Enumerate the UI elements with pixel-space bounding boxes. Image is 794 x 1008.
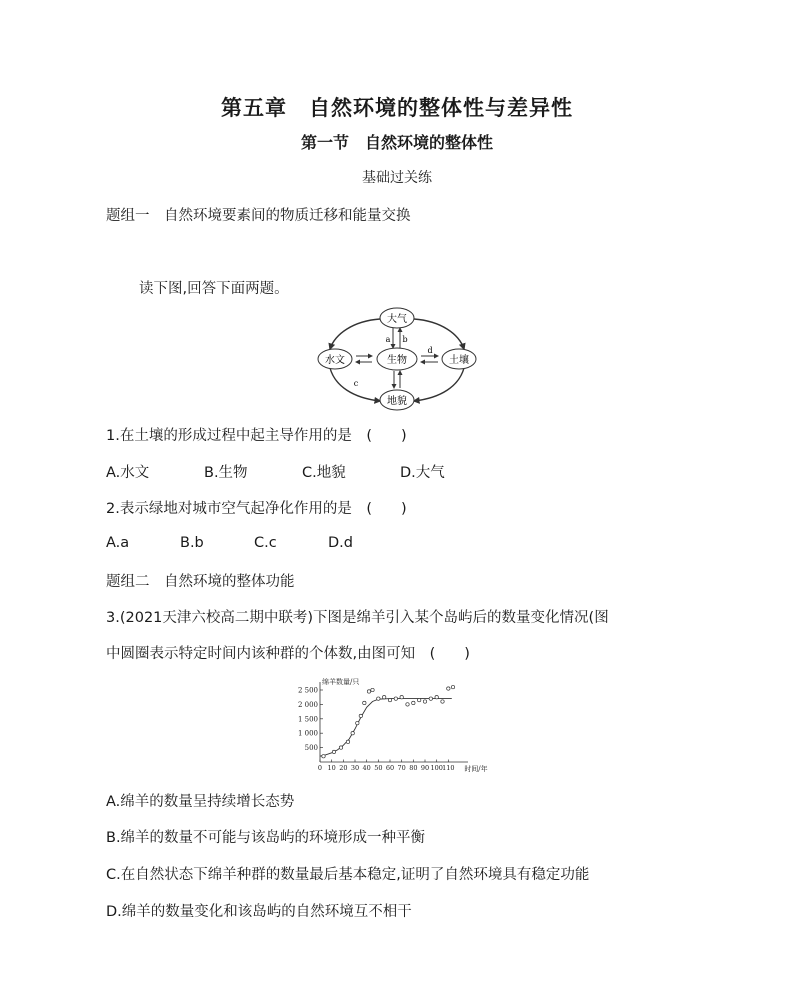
data-point	[346, 740, 349, 743]
q1-option-a[interactable]: A.水文	[106, 465, 150, 481]
data-point	[423, 700, 426, 703]
data-point	[359, 714, 362, 717]
q1-option-d[interactable]: D.大气	[400, 465, 445, 481]
q2-option-b[interactable]: B.b	[180, 535, 204, 551]
data-point	[451, 685, 454, 688]
arrow-atm-to-hydro	[330, 319, 380, 349]
x-tick-label: 60	[385, 764, 395, 772]
q1-stem: 1.在土壤的形成过程中起主导作用的是 ( )	[106, 428, 407, 444]
x-tick-label: 80	[409, 764, 418, 772]
x-tick-label: 50	[374, 764, 383, 772]
y-tick-label: 1 000	[297, 729, 318, 738]
data-point	[435, 696, 438, 699]
label-a: a	[385, 335, 391, 344]
node-soil: 土壤	[449, 355, 469, 366]
q2-option-a[interactable]: A.a	[106, 535, 130, 551]
data-point	[367, 690, 370, 693]
node-atmosphere: 大气	[387, 314, 407, 325]
x-axis-label: 时间/年	[464, 765, 488, 773]
read-prompt: 读下图,回答下面两题。	[139, 281, 289, 297]
y-tick-label: 2 500	[297, 686, 318, 695]
x-tick-label: 90	[420, 764, 430, 772]
arrow-soil-to-land	[414, 368, 464, 401]
node-biology: 生物	[387, 355, 407, 366]
data-point	[363, 701, 366, 704]
q3-option-a[interactable]: A.绵羊的数量呈持续增长态势	[106, 794, 295, 810]
q3-stem-line1: 3.(2021天津六校高二期中联考)下图是绵羊引入某个岛屿后的数量变化情况(图	[106, 610, 609, 626]
data-point	[447, 687, 450, 690]
data-point	[332, 750, 335, 753]
x-tick-label: 100	[430, 764, 443, 772]
data-point	[412, 701, 415, 704]
y-tick-label: 2 000	[297, 700, 318, 709]
y-axis-label: 绵羊数量/只	[322, 678, 360, 686]
node-landform: 地貌	[387, 396, 407, 407]
x-tick-label: 110	[442, 764, 455, 772]
q2-option-c[interactable]: C.c	[254, 535, 277, 551]
data-point	[417, 698, 420, 701]
data-point	[394, 697, 397, 700]
section-title: 第一节 自然环境的整体性	[300, 133, 493, 152]
x-tick-label: 30	[350, 764, 360, 772]
arrow-atm-to-soil	[414, 319, 464, 349]
data-point	[377, 697, 380, 700]
group1-title: 题组一 自然环境要素间的物质迁移和能量交换	[106, 208, 411, 224]
node-hydrology: 水文	[325, 355, 345, 366]
chapter-title: 第五章 自然环境的整体性与差异性	[221, 96, 573, 120]
label-c: c	[353, 379, 359, 388]
x-tick-label: 0	[317, 764, 323, 772]
q2-stem: 2.表示绿地对城市空气起净化作用的是 ( )	[106, 501, 407, 517]
data-point	[371, 688, 374, 691]
q3-option-c[interactable]: C.在自然状态下绵羊种群的数量最后基本稳定,证明了自然环境具有稳定功能	[106, 867, 590, 883]
x-tick-label: 40	[362, 764, 371, 772]
data-point	[351, 732, 354, 735]
label-b: b	[402, 335, 408, 344]
label-d: d	[427, 346, 433, 355]
data-point	[322, 755, 325, 758]
data-point	[339, 746, 342, 749]
q1-option-b[interactable]: B.生物	[204, 465, 248, 481]
data-point	[382, 696, 385, 699]
y-tick-label: 500	[304, 744, 318, 753]
data-point	[400, 696, 403, 699]
x-tick-label: 20	[339, 764, 348, 772]
data-point	[406, 703, 409, 706]
element-cycle-diagram	[318, 306, 476, 412]
data-point	[441, 700, 444, 703]
sheep-population-chart	[290, 676, 488, 776]
x-tick-label: 70	[397, 764, 406, 772]
group2-title: 题组二 自然环境的整体功能	[106, 574, 295, 590]
data-point	[388, 698, 391, 701]
data-point	[356, 721, 359, 724]
q3-option-b[interactable]: B.绵羊的数量不可能与该岛屿的环境形成一种平衡	[106, 830, 426, 846]
x-tick-label: 10	[327, 764, 336, 772]
q3-stem-line2: 中圆圈表示特定时间内该种群的个体数,由图可知 ( )	[106, 646, 470, 662]
q3-option-d[interactable]: D.绵羊的数量变化和该岛屿的自然环境互不相干	[106, 904, 412, 920]
q1-option-c[interactable]: C.地貌	[302, 465, 346, 481]
q2-option-d[interactable]: D.d	[328, 535, 353, 551]
data-point	[429, 697, 432, 700]
y-tick-label: 1 500	[297, 715, 318, 724]
practice-label: 基础过关练	[362, 170, 432, 186]
